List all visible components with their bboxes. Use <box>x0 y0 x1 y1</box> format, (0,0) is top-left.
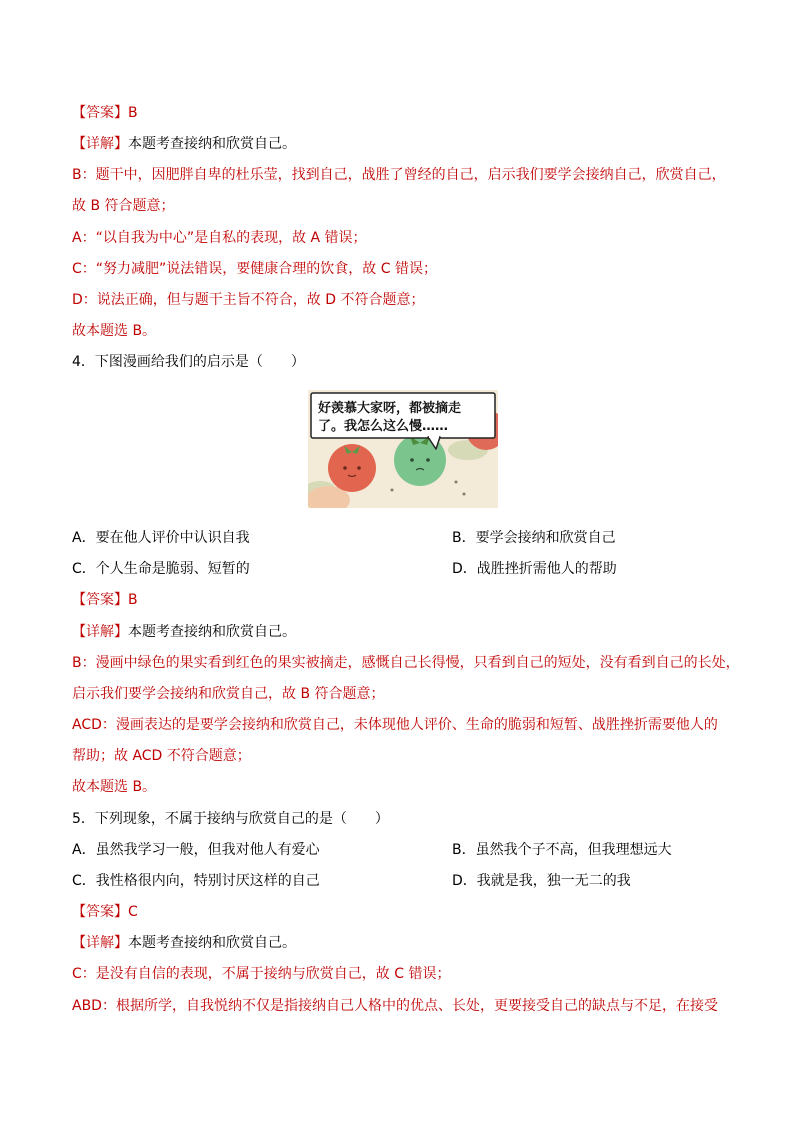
q4-conclusion: 故本题选 B。 <box>72 779 157 795</box>
q5-detail-abd: ABD：根据所学，自我悦纳不仅是指接纳自己人格中的优点、长处，更要接受自己的缺点与不足，在接受 <box>72 998 718 1014</box>
q3-conclusion: 故本题选 B。 <box>72 323 157 339</box>
q4-option-b: B．要学会接纳和欣赏自己 <box>452 530 616 546</box>
q5-answer: 【答案】C <box>72 904 138 920</box>
q5-option-c: C．我性格很内向，特别讨厌这样的自己 <box>72 873 320 889</box>
q4-option-c: C．个人生命是脆弱、短暂的 <box>72 561 250 577</box>
q3-detail-intro: 【详解】本题考查接纳和欣赏自己。 <box>72 136 296 152</box>
q4-options-row1 <box>72 528 616 548</box>
q3-detail-a: A：“以自我为中心”是自私的表现，故 A 错误； <box>72 230 367 246</box>
comic-figure <box>308 390 498 508</box>
q5-options-row2 <box>72 871 631 891</box>
q3-answer: 【答案】B <box>72 105 138 121</box>
q5-option-d: D．我就是我，独一无二的我 <box>452 873 631 889</box>
q4-option-a: A．要在他人评价中认识自我 <box>72 530 250 546</box>
q4-detail-acd-line1: ACD：漫画表达的是要学会接纳和欣赏自己，未体现他人评价、生命的脆弱和短暂、战胜挫折需要他人的 <box>72 717 718 733</box>
q4-detail-b-line1: B：漫画中绿色的果实看到红色的果实被摘走，感慨自己长得慢，只看到自己的短处，没有看到自己的长处， <box>72 655 740 671</box>
q4-option-d: D．战胜挫折需他人的帮助 <box>452 561 617 577</box>
q5-options-row1 <box>72 840 672 860</box>
q4-options-row2 <box>72 559 617 579</box>
q4-answer: 【答案】B <box>72 592 138 608</box>
bubble-line2: 了。我怎么这么慢…… <box>318 419 449 434</box>
q3-detail-d: D：说法正确，但与题干主旨不符合，故 D 不符合题意； <box>72 292 425 308</box>
q5-detail-c: C：是没有自信的表现，不属于接纳与欣赏自己，故 C 错误； <box>72 966 451 982</box>
q5-option-b: B．虽然我个子不高，但我理想远大 <box>452 842 672 858</box>
q5-detail-intro: 【详解】本题考查接纳和欣赏自己。 <box>72 935 296 951</box>
red-tomato-icon <box>328 444 376 492</box>
q4-detail-intro: 【详解】本题考查接纳和欣赏自己。 <box>72 624 296 640</box>
q4-question: 4．下图漫画给我们的启示是（ ） <box>72 354 305 370</box>
q3-detail-b-line1: B：题干中，因肥胖自卑的杜乐莹，找到自己，战胜了曾经的自己，启示我们要学会接纳自己，欣赏自己， <box>72 167 726 183</box>
q5-option-a: A．虽然我学习一般，但我对他人有爱心 <box>72 842 320 858</box>
comic-illustration <box>308 390 498 508</box>
q4-detail-acd-line2: 帮助；故 ACD 不符合题意； <box>72 748 251 764</box>
q5-question: 5．下列现象，不属于接纳与欣赏自己的是（ ） <box>72 811 389 827</box>
q3-detail-c: C：“努力减肥”说法错误，要健康合理的饮食，故 C 错误； <box>72 261 437 277</box>
q4-detail-b-line2: 启示我们要学会接纳和欣赏自己，故 B 符合题意； <box>72 686 385 702</box>
bubble-line1: 好羡慕大家呀，都被摘走 <box>318 401 462 416</box>
q3-detail-b-line2: 故 B 符合题意； <box>72 198 175 214</box>
